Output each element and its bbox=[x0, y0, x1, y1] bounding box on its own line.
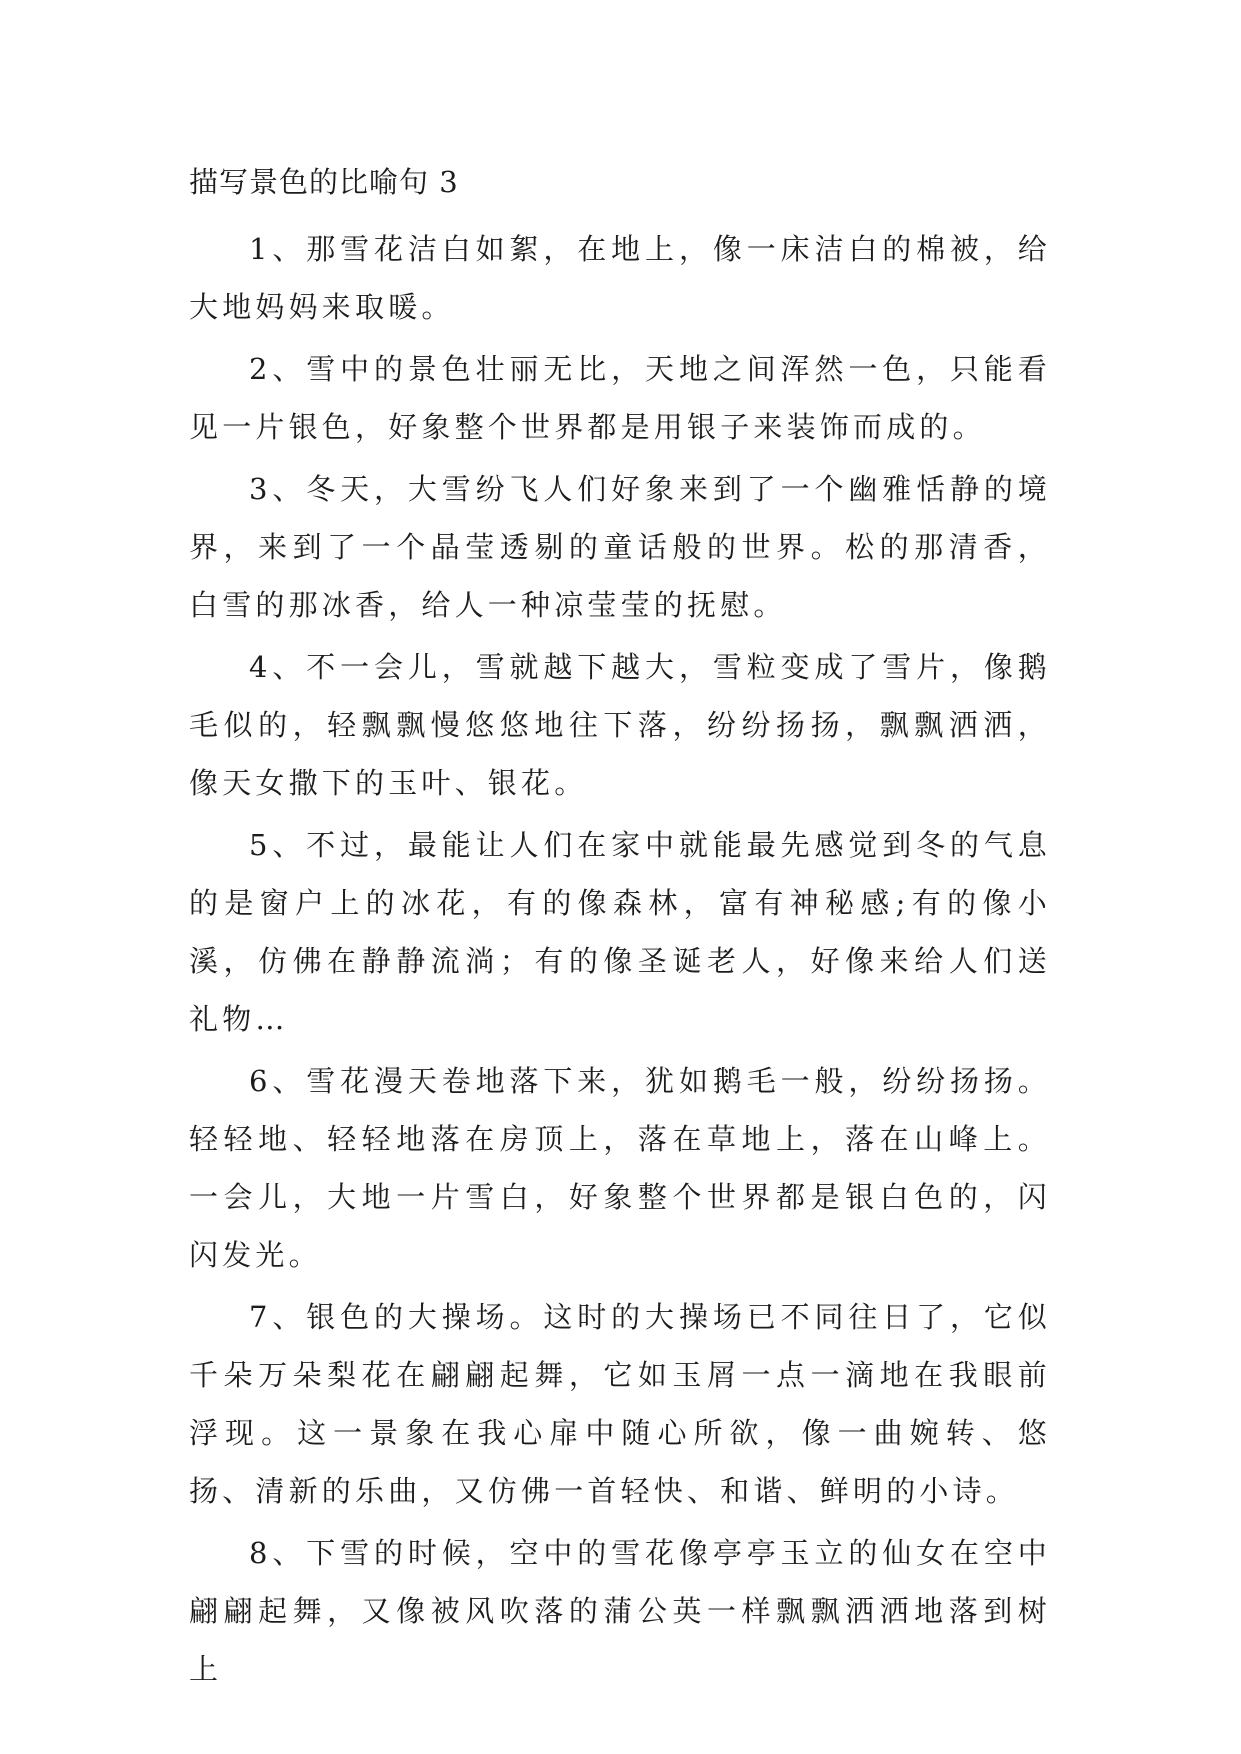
document-title: 描写景色的比喻句 3 bbox=[189, 165, 459, 199]
paragraph-2: 2、雪中的景色壮丽无比，天地之间浑然一色，只能看见一片银色，好象整个世界都是用银子来装饰而成的。 bbox=[189, 352, 1051, 444]
paragraph-5: 5、不过，最能让人们在家中就能最先感觉到冬的气息的是窗户上的冰花，有的像森林，富有神秘感;有的像小溪，仿佛在静静流淌；有的像圣诞老人，好像来给人们送礼物… bbox=[189, 828, 1051, 1036]
paragraph-8: 8、下雪的时候，空中的雪花像亭亭玉立的仙女在空中翩翩起舞，又像被风吹落的蒲公英一样飘飘洒洒地落到树上 bbox=[189, 1536, 1051, 1686]
paragraph-1: 1、那雪花洁白如絮，在地上，像一床洁白的棉被，给大地妈妈来取暖。 bbox=[189, 232, 1051, 324]
paragraph-7: 7、银色的大操场。这时的大操场已不同往日了，它似千朵万朵梨花在翩翩起舞，它如玉屑一点一滴地在我眼前浮现。这一景象在我心扉中随心所欲，像一曲婉转、悠扬、清新的乐曲，又仿佛一首轻快、和谐、鲜明的小诗。 bbox=[189, 1300, 1051, 1508]
document-body bbox=[189, 162, 1051, 1702]
paragraph-4: 4、不一会儿，雪就越下越大，雪粒变成了雪片，像鹅毛似的，轻飘飘慢悠悠地往下落，纷纷扬扬，飘飘洒洒，像天女撒下的玉叶、银花。 bbox=[189, 650, 1051, 800]
paragraph-3: 3、冬天，大雪纷飞人们好象来到了一个幽雅恬静的境界，来到了一个晶莹透剔的童话般的世界。松的那清香，白雪的那冰香，给人一种凉莹莹的抚慰。 bbox=[189, 472, 1051, 622]
paragraph-6: 6、雪花漫天卷地落下来，犹如鹅毛一般，纷纷扬扬。轻轻地、轻轻地落在房顶上，落在草地上，落在山峰上。一会儿，大地一片雪白，好象整个世界都是银白色的，闪闪发光。 bbox=[189, 1064, 1051, 1272]
